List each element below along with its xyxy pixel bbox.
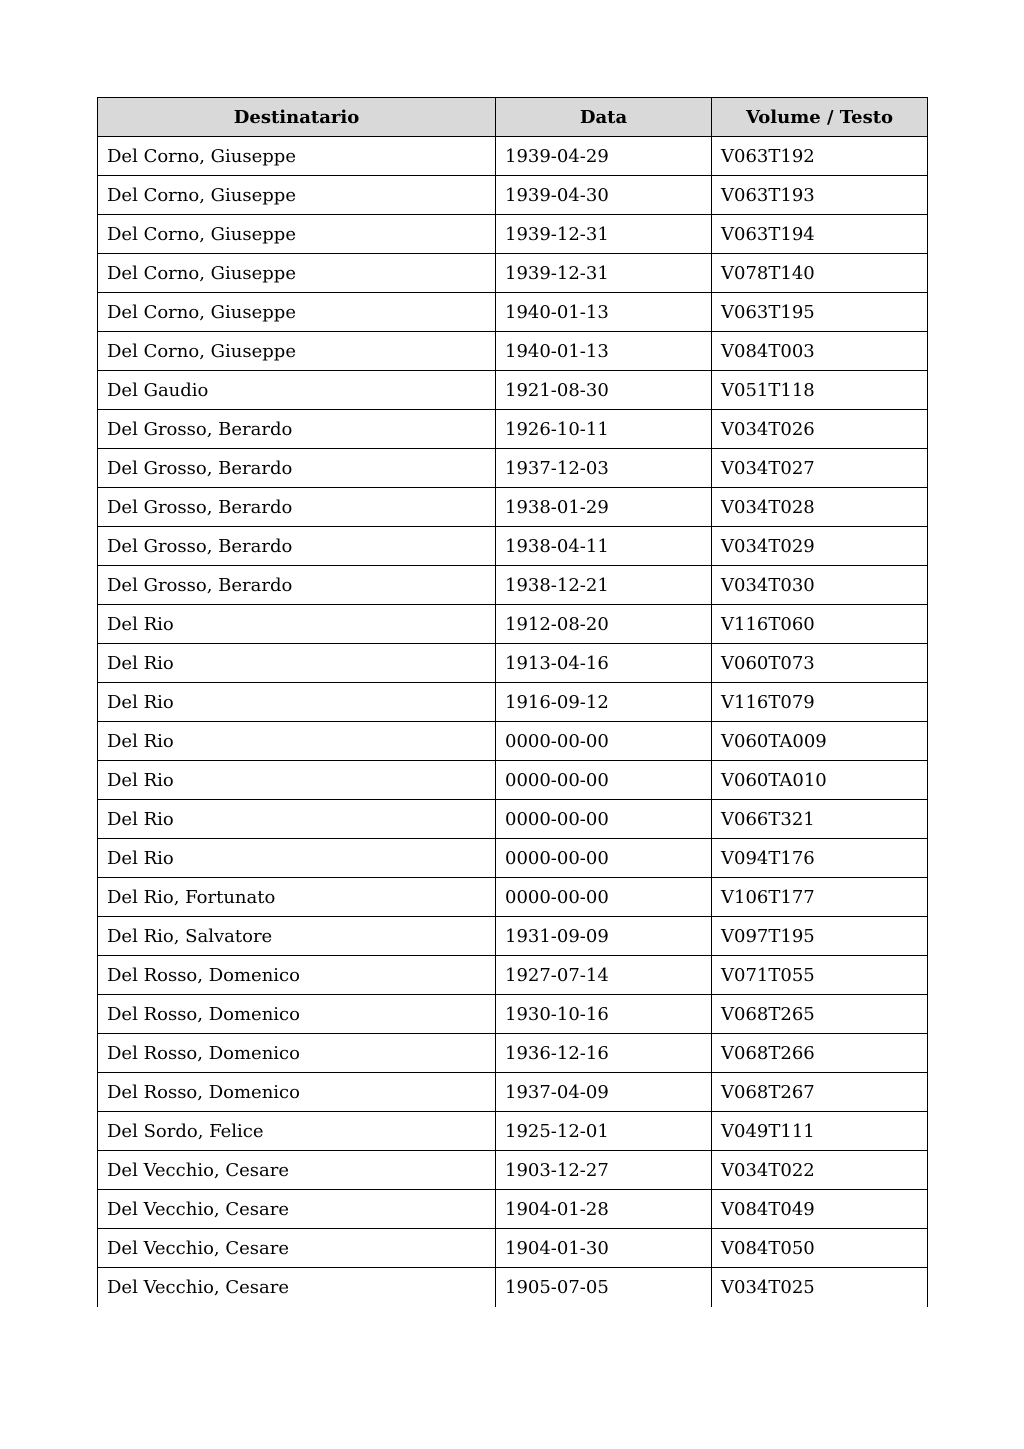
recipient-cell: Del Rosso, Domenico [98, 1034, 496, 1073]
date-cell: 1903-12-27 [496, 1151, 712, 1190]
recipient-cell: Del Rio [98, 683, 496, 722]
date-cell: 1931-09-09 [496, 917, 712, 956]
table-row [98, 215, 928, 254]
date-cell: 1938-04-11 [496, 527, 712, 566]
date-cell: 0000-00-00 [496, 722, 712, 761]
date-cell: 1939-12-31 [496, 215, 712, 254]
recipient-cell: Del Corno, Giuseppe [98, 293, 496, 332]
recipient-cell: Del Rio, Fortunato [98, 878, 496, 917]
volume-text-cell: V063T193 [712, 176, 928, 215]
volume-text-cell: V049T111 [712, 1112, 928, 1151]
volume-text-cell: V116T079 [712, 683, 928, 722]
volume-text-cell: V051T118 [712, 371, 928, 410]
table-row [98, 1073, 928, 1112]
table-row [98, 1268, 928, 1307]
table-row [98, 644, 928, 683]
recipient-cell: Del Rio [98, 722, 496, 761]
volume-text-cell: V063T194 [712, 215, 928, 254]
header-volume-testo: Volume / Testo [712, 98, 928, 137]
table-row [98, 1151, 928, 1190]
date-cell: 1916-09-12 [496, 683, 712, 722]
recipient-cell: Del Rosso, Domenico [98, 956, 496, 995]
recipient-cell: Del Corno, Giuseppe [98, 176, 496, 215]
recipient-cell: Del Vecchio, Cesare [98, 1151, 496, 1190]
volume-text-cell: V060T073 [712, 644, 928, 683]
recipient-cell: Del Vecchio, Cesare [98, 1229, 496, 1268]
table-row [98, 293, 928, 332]
volume-text-cell: V097T195 [712, 917, 928, 956]
table-row [98, 254, 928, 293]
table-header [98, 98, 928, 137]
date-cell: 1937-04-09 [496, 1073, 712, 1112]
volume-text-cell: V106T177 [712, 878, 928, 917]
table-row [98, 1190, 928, 1229]
date-cell: 0000-00-00 [496, 761, 712, 800]
table-row [98, 566, 928, 605]
date-cell: 1905-07-05 [496, 1268, 712, 1307]
recipient-cell: Del Rio [98, 839, 496, 878]
volume-text-cell: V068T267 [712, 1073, 928, 1112]
table-row [98, 1229, 928, 1268]
table-row [98, 176, 928, 215]
recipient-cell: Del Rio, Salvatore [98, 917, 496, 956]
table-row [98, 488, 928, 527]
table-body [98, 137, 928, 1307]
table-row [98, 683, 928, 722]
recipient-cell: Del Vecchio, Cesare [98, 1190, 496, 1229]
date-cell: 0000-00-00 [496, 839, 712, 878]
date-cell: 0000-00-00 [496, 878, 712, 917]
volume-text-cell: V063T195 [712, 293, 928, 332]
table-row [98, 839, 928, 878]
table-row [98, 605, 928, 644]
recipient-cell: Del Sordo, Felice [98, 1112, 496, 1151]
recipient-cell: Del Corno, Giuseppe [98, 137, 496, 176]
volume-text-cell: V066T321 [712, 800, 928, 839]
table-row [98, 956, 928, 995]
header-destinatario: Destinatario [98, 98, 496, 137]
volume-text-cell: V034T028 [712, 488, 928, 527]
header-data: Data [496, 98, 712, 137]
volume-text-cell: V068T265 [712, 995, 928, 1034]
date-cell: 1927-07-14 [496, 956, 712, 995]
recipient-cell: Del Grosso, Berardo [98, 527, 496, 566]
table-row [98, 878, 928, 917]
date-cell: 1937-12-03 [496, 449, 712, 488]
recipient-cell: Del Grosso, Berardo [98, 410, 496, 449]
recipient-cell: Del Corno, Giuseppe [98, 254, 496, 293]
volume-text-cell: V034T030 [712, 566, 928, 605]
volume-text-cell: V034T025 [712, 1268, 928, 1307]
recipient-cell: Del Grosso, Berardo [98, 488, 496, 527]
date-cell: 1940-01-13 [496, 332, 712, 371]
letters-table [97, 97, 928, 1307]
volume-text-cell: V116T060 [712, 605, 928, 644]
date-cell: 1939-12-31 [496, 254, 712, 293]
volume-text-cell: V034T022 [712, 1151, 928, 1190]
table-row [98, 527, 928, 566]
volume-text-cell: V094T176 [712, 839, 928, 878]
recipient-cell: Del Rio [98, 761, 496, 800]
volume-text-cell: V071T055 [712, 956, 928, 995]
recipient-cell: Del Rosso, Domenico [98, 1073, 496, 1112]
recipient-cell: Del Rio [98, 644, 496, 683]
date-cell: 0000-00-00 [496, 800, 712, 839]
recipient-cell: Del Grosso, Berardo [98, 566, 496, 605]
volume-text-cell: V078T140 [712, 254, 928, 293]
volume-text-cell: V034T027 [712, 449, 928, 488]
volume-text-cell: V084T003 [712, 332, 928, 371]
date-cell: 1913-04-16 [496, 644, 712, 683]
date-cell: 1936-12-16 [496, 1034, 712, 1073]
recipient-cell: Del Vecchio, Cesare [98, 1268, 496, 1307]
date-cell: 1921-08-30 [496, 371, 712, 410]
recipient-cell: Del Gaudio [98, 371, 496, 410]
recipient-cell: Del Rosso, Domenico [98, 995, 496, 1034]
table-row [98, 137, 928, 176]
recipient-cell: Del Corno, Giuseppe [98, 332, 496, 371]
date-cell: 1938-01-29 [496, 488, 712, 527]
date-cell: 1939-04-29 [496, 137, 712, 176]
table-row [98, 410, 928, 449]
table-row [98, 371, 928, 410]
volume-text-cell: V034T026 [712, 410, 928, 449]
header-row [98, 98, 928, 137]
table-row [98, 332, 928, 371]
table-row [98, 1034, 928, 1073]
recipient-cell: Del Grosso, Berardo [98, 449, 496, 488]
date-cell: 1912-08-20 [496, 605, 712, 644]
table-row [98, 917, 928, 956]
volume-text-cell: V084T050 [712, 1229, 928, 1268]
recipient-cell: Del Rio [98, 605, 496, 644]
table-row [98, 722, 928, 761]
date-cell: 1938-12-21 [496, 566, 712, 605]
volume-text-cell: V068T266 [712, 1034, 928, 1073]
table-row [98, 995, 928, 1034]
date-cell: 1925-12-01 [496, 1112, 712, 1151]
volume-text-cell: V063T192 [712, 137, 928, 176]
table-row [98, 761, 928, 800]
volume-text-cell: V084T049 [712, 1190, 928, 1229]
date-cell: 1904-01-30 [496, 1229, 712, 1268]
date-cell: 1930-10-16 [496, 995, 712, 1034]
recipient-cell: Del Corno, Giuseppe [98, 215, 496, 254]
document-page [97, 97, 927, 1307]
date-cell: 1904-01-28 [496, 1190, 712, 1229]
volume-text-cell: V034T029 [712, 527, 928, 566]
table-row [98, 1112, 928, 1151]
date-cell: 1940-01-13 [496, 293, 712, 332]
volume-text-cell: V060TA009 [712, 722, 928, 761]
date-cell: 1926-10-11 [496, 410, 712, 449]
table-row [98, 800, 928, 839]
recipient-cell: Del Rio [98, 800, 496, 839]
volume-text-cell: V060TA010 [712, 761, 928, 800]
table-row [98, 449, 928, 488]
date-cell: 1939-04-30 [496, 176, 712, 215]
